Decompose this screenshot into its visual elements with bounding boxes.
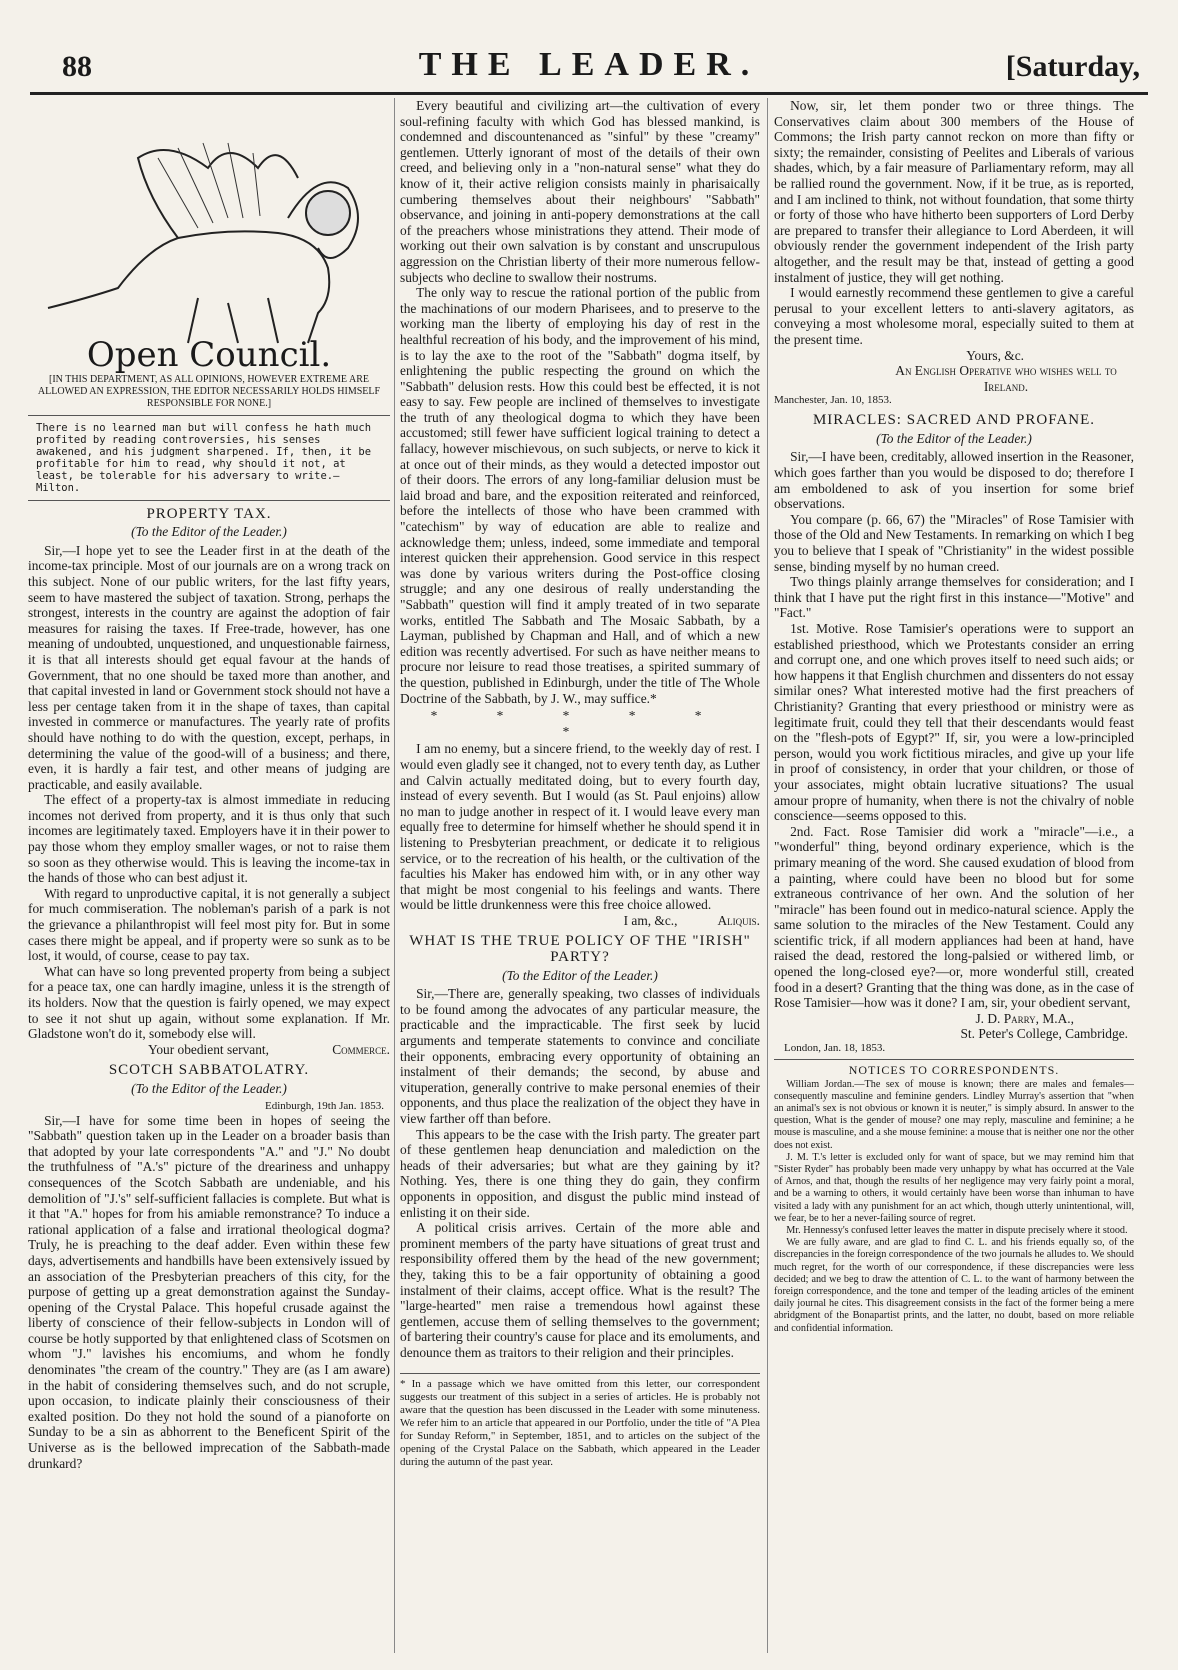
paragraph: Sir,—There are, generally speaking, two classes of individuals to be found among the advocates of any particular measure, the practicable and the impracticable. The first seek by lucid arguments and temperate statements to convince and conciliate their opponents, embracing every opportunity of obtaining an instalment of their demands; the second, by abuse and vituperation, generally contrive to make personal enemies of their opponents, and thus place the realization of the object they have in view farther off than before. [400, 986, 760, 1126]
article-heading: PROPERTY TAX. [146, 505, 272, 522]
paragraph: 2nd. Fact. Rose Tamisier did work a "miracle"—i.e., a "wonderful" thing, beyond ordinary experience, which is the primary meaning of the word. She caused exudation of blood from a painting, where could have been no blood but for some extraneous contrivance of her own. And the solution of her "miracle" has been found out in medico-natural science. Apply the same solution to the miracles of the New Testament. Could any scientific trick, if all modern appliances had been at hand, have raised the dead, restored the long-palsied or withered limb, or opened the long-closed eye?—or, more wonderful still, created food in a desert? Granting that the thing was done, as in the case of Rose Tamisier—how was it done? I am, sir, your obedient servant, [774, 823, 1134, 1011]
paragraph: I am no enemy, but a sincere friend, to the weekly day of rest. I would even gladly see it changed, not to every tenth day, as Luther and Calvin actually meditated doing, but to every fourth day, instead of every seventh. But I would (as St. Paul enjoins) allow no man to judge another in respect of it. I would leave every man equally free to determine for himself whether he should spend it in listening to Presbyterian preachment, or dedicate it to religious service, or to the recreation of his health, or the cultivation of the faculties his Maker has endowed him with, or in any other way that might be most congenial to his feelings and wants. There would be little drunkenness were this free choice allowed. [400, 741, 760, 913]
column-rule [767, 98, 768, 1653]
column-2 [400, 98, 760, 1469]
notices-heading: NOTICES TO CORRESPONDENTS. [774, 1059, 1134, 1079]
paragraph: 1st. Motive. Rose Tamisier's operations were to support an established priesthood, which we Protestants consider an erring and corrupt one, and one which proves itself to need such aids; or how happens it that English churchmen and dissenters do not essay similar ones? What interested motive had the first preachers of Christianity? Granting that every priesthood or ministry were as legitimate fruit, could they tell that their descendants would feast on the "flesh-pots of Egypt?" If, sir, you were a low-principled person, would you work fictitious miracles, and give up your life in proof of consistency, in order that your children, or those of your associates, might obtain lucrative situations? The usual amour propre of humanity, when there is not the chivalry of noble conscience—seems opposed to this. [774, 621, 1134, 824]
epigraph: There is no learned man but will confess he hath much profited by reading controversies, his senses awakened, and his judgment sharpened. If, then, it be profitable for him to read, why should it not, at least, be tolerable for his adversary to write.—Milton. [28, 422, 390, 501]
dateline: Manchester, Jan. 10, 1853. [774, 394, 892, 407]
section-break: * * * * * * [430, 708, 730, 739]
paragraph: Sir,—I hope yet to see the Leader first in at the death of the income-tax principle. Most of our journals are on a wrong track on this subject. None of our public writers, for the last fifty years, seem to have mastered the subject of taxation. Strong, perhaps the strongest, interests in the country are against the adoption of fair measures for raising the taxes. If Free-trade, however, has one meaning of undoubted, unquestioned, and unquestionable fairness, it is that all interests should get equal favour at the hands of Government, that no one should be taxed more than another, and that capital invested in land or Government stock should not have a less per centage taken from it in the shape of taxes, than capital invested in commerce or manufactures. The yearly rate of profits should have nothing to do with the question, except, perhaps, in determining the value of the good-will of a business; and there, even, it is hardly a fair test, and other means of judging are practicable, and easily available. [28, 542, 390, 792]
dateline: London, Jan. 18, 1853. [784, 1042, 886, 1055]
masthead: THE LEADER. [418, 46, 760, 83]
signoff [28, 1042, 390, 1058]
article-subheading: (To the Editor of the Leader.) [131, 524, 287, 540]
closing: Your obedient servant, [148, 1041, 269, 1057]
article-subheading: (To the Editor of the Leader.) [131, 1080, 287, 1096]
notice: Mr. Hennessy's confused letter leaves the matter in dispute precisely where it stood. [786, 1225, 1128, 1237]
closing: I am, &c., [623, 912, 678, 928]
footnote: * In a passage which we have omitted from this letter, our correspondent suggests our treatment of this subject in a series of articles. He is probably not aware that the question has been discussed in the Leader with some minuteness. We refer him to an article that appeared in our Portfolio, under the title of "A Plea for Sunday Reform," in September, 1851, and to articles on the subject of the opening of the Crystal Palace on the Sabbath, which appeared in the Leader during the autumn of the past year. [400, 1373, 760, 1469]
paragraph: The effect of a property-tax is almost immediate in reducing incomes not derived from property, and it is thus only that such incomes are legitimately taxed. Employers have it in their power to pay those whom they employ smaller wages, or not to raise them so soon as they otherwise would. This is leaving the income-tax in the hands of those who can best adjust it. [28, 792, 390, 886]
paragraph: I would earnestly recommend these gentlemen to give a careful perusal to your excellent letters to anti-slavery agitators, as conveying a most wholesome moral, especially suited to them at the present time. [774, 285, 1134, 347]
paragraph: Two things plainly arrange themselves for consideration; and I think that I have put the right first in this instance—"Motive" and "Fact." [774, 574, 1134, 621]
notice: We are fully aware, and are glad to find C. L. and his friends equally so, of the discrepancies in the foreign correspondence of the two journals he alludes to. We should much regret, for the worth of our correspondence, if these discrepancies were less decided; and we beg to draw the attention of C. L. to the want of harmony between the foreign correspondence, and the tone and temper of the leading articles of the eminent daily journal he cites. This disagreement consists in the fact of the former being a mere abridgment of the Bonapartist prints, and the latter, no doubt, based on more reliable and confidential information. [774, 1237, 1134, 1334]
notice: J. M. T.'s letter is excluded only for want of space, but we may remind him that "Sister Ryder" has probably been made very unhappy by what has occurred at the Vale of Arnos, and that, though the results of her negligence may very fairly point a moral, and be a warning to others, it would certainly have been worse than inhuman to have visited a lady with any punishment for an act which, though utterly unintentional, will, we fear, be to her a never-failing source of regret. [774, 1151, 1134, 1224]
paragraph: What can have so long prevented property from being a subject for a peace tax, one can hardly imagine, unless it is the strength of its holders. Now that the question is fairly opened, we may expect to see it not shut up again, without some explanation. If Mr. Gladstone won't do it, somebody else will. [28, 963, 390, 1042]
paragraph: The only way to rescue the rational portion of the public from the machinations of our modern Pharisees, and to preserve to the working man the liberty of employing his day of rest in the healthful recreation of his body, and the improvement of his mind, is to lay the axe to the root of the "Sabbath" dogma itself, by enlightening the public respecting the ground on which the "Sabbath" delusion rests. How this could best be effected, it is not easy to say. Few people are inclined of themselves to investigate the truth of any theological dogma to which they have been accustomed; still fewer have sufficient logical training to detect a fallacy, however mischievous, on such subjects, or nerve to kick it at once out of their minds, as they would a detected impostor out of their doors. The errors of any long-familiar delusion must be laid broad and bare, and the exposition reiterated and reinforced, before the intellects of those who have been crammed with "catechism" by way of education are able to realize and acknowledge them; unless, indeed, some immediate and temporal interest quicken their apprehension. Good service in this respect was done by various writers during the Post-office closing struggle; and any one desirous of really understanding the "Sabbath" question will find it amply treated of in two separate works, entitled The Sabbath and The Mosaic Sabbath, by a Layman, published by Chapman and Hall, and of which a new edition was recently advertised. For such as have neither means to procure nor leisure to read those treatises, a spirited summary of the question, published in Edinburgh, under the title of The Whole Doctrine of the Sabbath, by J. W., may suffice.* [400, 285, 760, 706]
column-3 [774, 98, 1134, 1335]
closing: Yours, &c. [966, 347, 1024, 363]
article-subheading: (To the Editor of the Leader.) [876, 430, 1032, 446]
column-rule [394, 98, 395, 1653]
article-subheading: (To the Editor of the Leader.) [502, 967, 658, 983]
paragraph: Sir,—I have been, creditably, allowed insertion in the Reasoner, which goes farther than you would be disposed to do; therefore I am emboldened to ask of you insertion for some brief observations. [774, 449, 1134, 512]
page-number: 88 [62, 50, 92, 83]
paragraph: With regard to unproductive capital, it is not generally a subject for much commiseration. The nobleman's parish of a park is not the grievance a philanthropist will feel most pity for. But in some cases there might be appeal, and if property were so sunk as to be lost, it would, of course, cease to pay tax. [28, 885, 390, 964]
signature: Commerce. [332, 1041, 390, 1057]
signature: An English Operative who wishes well to Ireland. [895, 363, 1117, 394]
signature: J. D. Parry, M.A., [975, 1010, 1074, 1026]
paragraph: Now, sir, let them ponder two or three things. The Conservatives claim about 300 members of the House of Commons; the Irish party cannot reckon on more than fifty or sixty; the remainder, consisting of Peelites and Liberals of various shades, which, by a fair measure of Parliamentary reform, may all be rallied round the government. Now, if it be true, as is reported, and I am inclined to think, not without foundation, that some thirty or forty of those who have hitherto been supporters of Lord Derby are prepared to transfer their allegiance to Lord Aberdeen, it will obviously render the government independent of the Irish party altogether, and the result may be that, instead of getting a good instalment of justice, they will get nothing. [774, 98, 1134, 285]
article-heading: SCOTCH SABBATOLATRY. [108, 1062, 310, 1079]
signoff [400, 913, 760, 929]
paragraph: This appears to be the case with the Irish party. The greater part of these gentlemen heap denunciation and malediction on the heads of their adversaries; but what are they gaining by it? Nothing. Yes, there is one thing they do gain, they confirm opponents in opposition, and disgust the public mind instead of enlisting it on their side. [400, 1126, 760, 1220]
paragraph: You compare (p. 66, 67) the "Miracles" of Rose Tamisier with those of the Old and New Testaments. In remarking on which I beg you to believe that I speak of "Christianity" in the widest possible sense, binding myself by no human creed. [774, 511, 1134, 574]
article-heading: WHAT IS THE TRUE POLICY OF THE "IRISH" PARTY? [409, 933, 751, 966]
affiliation: St. Peter's College, Cambridge. [960, 1026, 1128, 1042]
winged-lion-icon [28, 98, 388, 348]
paragraph: A political crisis arrives. Certain of the more able and prominent members of the party have situations of great trust and responsibility offered them by the head of the new government; they, taking this to be a fair opportunity of obtaining a good instalment of their claims, accept office. What is the result? The "large-hearted" men raise a tremendous howl against these gentlemen, accuse them of selling themselves to the government; of bartering their country's cause for place and its emoluments, and denounce them as traitors to their religion and their principles. [400, 1220, 760, 1360]
issue-day: [Saturday, [1005, 50, 1140, 83]
dateline: Edinburgh, 19th Jan. 1853. [265, 1099, 384, 1112]
section-title: Open Council. [86, 335, 332, 375]
column-1 [28, 98, 390, 1471]
paragraph: Every beautiful and civilizing art—the cultivation of every soul-refining faculty with which God has blessed mankind, is condemned and discountenanced as "sinful" by these "creamy" gentlemen. Utterly ignorant of most of the details of their own creed, and believing only in a "non-natural sense" what they do know of it, their active religion consists mainly in pharisaically cumbering themselves about their neighbours' "Sabbath" observance, and joining in anti-popery demonstrations at the call of the preachers whose ministrations they attend. Their mode of working out their own salvation is by constant and unscrupulous aggression on the Christian liberty of their more numerous fellow-subjects who decline to swallow their nostrums. [400, 98, 760, 285]
paragraph: Sir,—I have for some time been in hopes of seeing the "Sabbath" question taken up in the Leader on a broader basis than that adopted by your late correspondents "A." and "J." No doubt the truthfulness of "A.'s" picture of the dreariness and unhappy consequences of the Scotch Sabbath are undeniable, and his demolition of "J.'s" self-sufficient fallacies is complete. But what is it that "A." hopes for from his amiable remonstrance? To induce a rational application of a false and irrational theological dogma? Truly, he is preaching to the deaf adder. Even within these few days, advertisements and handbills have been extensively issued by an association of the Presbyterian preachers of this city, for the purpose of getting up a great demonstration against the Sunday-opening of the Crystal Palace. This hopeful crusade against the liberty of conscience of their fellow-subjects in London will of course be hotly supported by that enlightened class of Scotsmen on whom "J." lavishes his encomiums, and whom he fondly denominates "the cream of the country." They are (as I am aware) in the habit of considering themselves such, and do not scruple, upon occasion, to indicate plainly their consciousness of their exalted position. Do they not hold the sound of a pianoforte on Sunday to be a sin as abhorrent to the Beneficent Spirit of the Universe as is the bellowed imprecation of the Sabbath-made drunkard? [28, 1112, 390, 1471]
disclaimer: [IN THIS DEPARTMENT, AS ALL OPINIONS, HOWEVER EXTREME ARE ALLOWED AN EXPRESSION, THE EDITOR NECESSARILY HOLDS HIMSELF RESPONSIBLE FOR NONE.] [28, 374, 390, 416]
signature: Aliquis. [717, 912, 760, 928]
header-rule [30, 92, 1148, 95]
article-heading: MIRACLES: SACRED AND PROFANE. [812, 412, 1096, 429]
notice: William Jordan.—The sex of mouse is known; there are males and females—consequently masculine and feminine genders. Lindley Murray's assertion that "when an animal's sex is not obvious or known it is neuter," is simply absurd. In answer to the question, What is the gender of mouse? one may reply, masculine and feminine; a he mouse is masculine, and a she mouse feminine: a mouse that is neither one nor the other does not exist. [774, 1078, 1134, 1151]
page-header [28, 0, 1150, 88]
